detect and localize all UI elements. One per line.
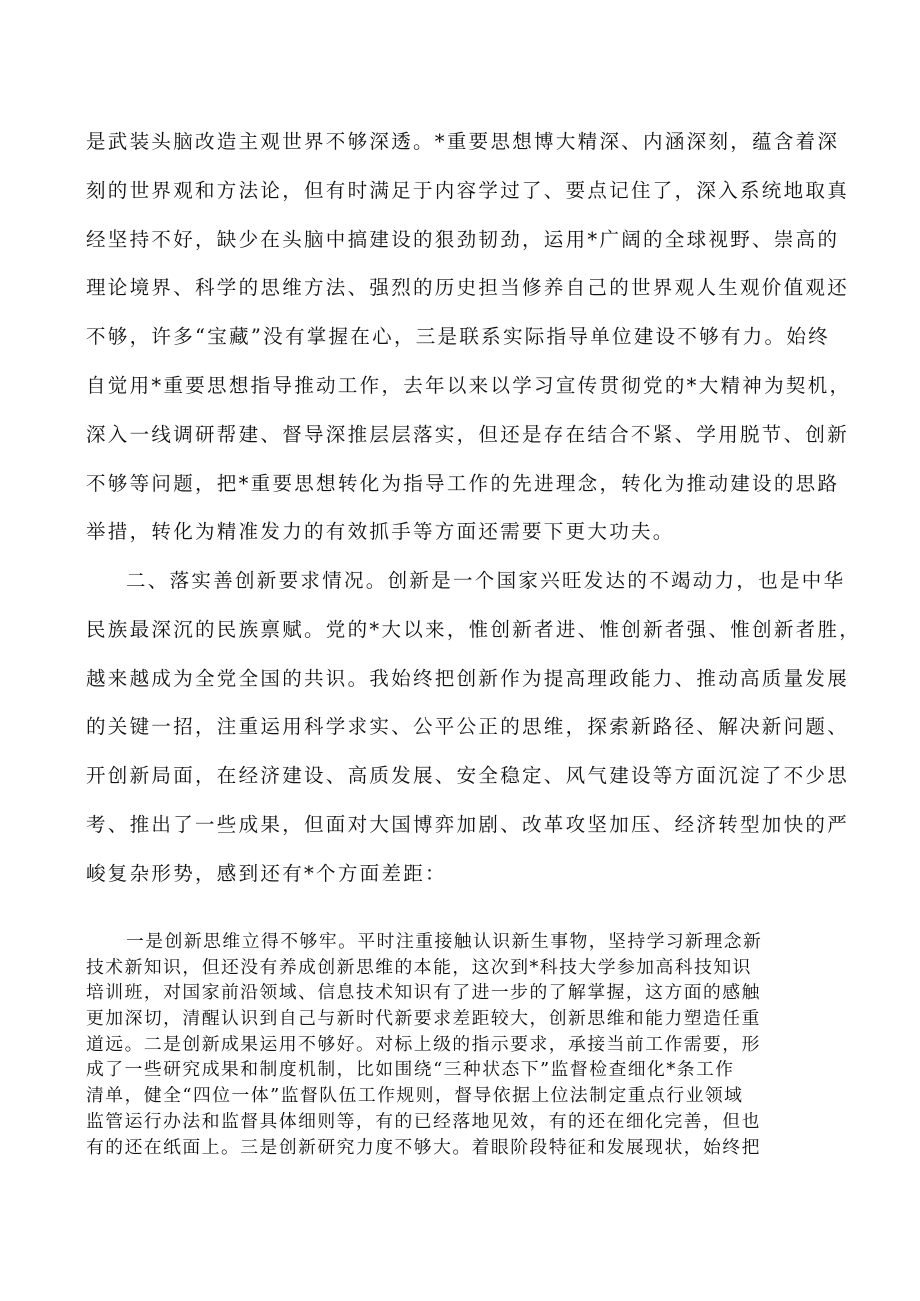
text-line: 二、落实善创新要求情况。创新是一个国家兴旺发达的不竭动力，也是中华 xyxy=(126,569,846,592)
text-line: 是武装头脑改造主观世界不够深透。*重要思想博大精深、内涵深刻，蕴含着深 xyxy=(86,130,840,153)
text-line: 理论境界、科学的思维方法、强烈的历史担当修养自己的世界观人生观价值观还 xyxy=(86,276,850,300)
text-line: 成了一些研究成果和制度机制，比如围绕“三种状态下”监督检查细化*条工作 xyxy=(86,1059,735,1081)
text-line: 更加深切，清醒认识到自己与新时代新要求差距较大，创新思维和能力塑造任重 xyxy=(86,1008,761,1030)
text-line: 清单，健全“四位一体”监督队伍工作规则，督导依据上位法制定重点行业领域 xyxy=(86,1085,744,1107)
text-line: 刻的世界观和方法论，但有时满足于内容学过了、要点记住了，深入系统地取真 xyxy=(86,178,850,202)
text-line: 深入一线调研帮建、督导深推层层落实，但还是存在结合不紧、学用脱节、创新 xyxy=(86,422,850,446)
paragraph-2 xyxy=(86,557,861,899)
paragraph-1 xyxy=(86,118,851,557)
paragraph-3 xyxy=(86,929,762,1160)
text-line: 经坚持不好，缺少在头脑中搞建设的狠劲韧劲，运用*广阔的全球视野、崇高的 xyxy=(86,227,840,251)
text-line: 自觉用*重要思想指导推动工作，去年以来以学习宣传贯彻党的*大精神为契机， xyxy=(86,373,852,397)
text-line: 民族最深沉的民族禀赋。党的*大以来，惟创新者进、惟创新者强、惟创新者胜， xyxy=(86,617,862,641)
text-line: 举措，转化为精准发力的有效抓手等方面还需要下更大功夫。 xyxy=(86,520,675,544)
text-line: 越来越成为全党全国的共识。我始终把创新作为提高理政能力、推动高质量发展 xyxy=(86,666,850,690)
text-line: 不够等问题，把*重要思想转化为指导工作的先进理念，转化为推动建设的思路 xyxy=(86,471,840,495)
text-line: 峻复杂形势，感到还有*个方面差距： xyxy=(86,861,447,885)
text-line: 考、推出了一些成果，但面对大国博弈加剧、改革攻坚加压、经济转型加快的严 xyxy=(86,812,850,836)
text-line: 技术新知识，但还没有养成创新思维的本能，这次到*科技大学参加高科技知识 xyxy=(86,956,752,978)
text-line: 道远。二是创新成果运用不够好。对标上级的指示要求，承接当前工作需要，形 xyxy=(86,1033,761,1055)
text-line: 一是创新思维立得不够牢。平时注重接触认识新生事物，坚持学习新理念新 xyxy=(126,931,763,952)
text-line: 监管运行办法和监督具体细则等，有的已经落地见效，有的还在细化完善，但也 xyxy=(86,1110,761,1132)
text-line: 培训班，对国家前沿领域、信息技术知识有了进一步的了解掌握，这方面的感触 xyxy=(86,982,761,1004)
text-line: 开创新局面，在经济建设、高质发展、安全稳定、风气建设等方面沉淀了不少思 xyxy=(86,764,850,788)
text-line: 的关键一招，注重运用科学求实、公平公正的思维，探索新路径、解决新问题、 xyxy=(86,715,850,739)
text-line: 有的还在纸面上。三是创新研究力度不够大。着眼阶段特征和发展现状，始终把 xyxy=(86,1136,761,1158)
text-line: 不够，许多“宝藏”没有掌握在心，三是联系实际指导单位建设不够有力。始终 xyxy=(86,325,830,349)
